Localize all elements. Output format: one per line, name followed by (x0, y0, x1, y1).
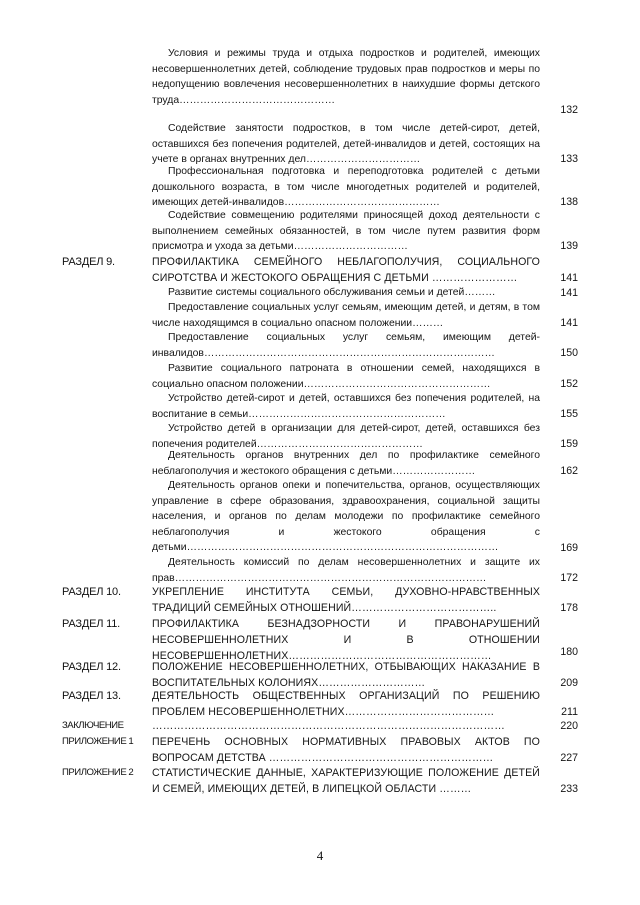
toc-entry-title: Развитие социального патроната в отношении семей, находящихся в социально опасном положении……………………………………………… (152, 363, 540, 390)
toc-section-title: ДЕЯТЕЛЬНОСТЬ ОБЩЕСТВЕННЫХ ОРГАНИЗАЦИЙ ПО РЕШЕНИЮ ПРОБЛЕМ НЕСОВЕРШЕННОЛЕТНИХ…………………………………… (152, 690, 540, 718)
toc-section-title: ПЕРЕЧЕНЬ ОСНОВНЫХ НОРМАТИВНЫХ ПРАВОВЫХ АКТОВ ПО ВОПРОСАМ ДЕТСТВА ……………………………………………………… (152, 736, 540, 764)
toc-entry-page: 141 (560, 272, 578, 284)
toc-entry-page: 139 (560, 240, 578, 252)
toc-section-label: ЗАКЛЮЧЕНИЕ (62, 720, 124, 731)
toc-entry-page: 209 (560, 677, 578, 689)
toc-entry-page: 162 (560, 465, 578, 477)
toc-entry-page: 152 (560, 378, 578, 390)
toc-entry-page: 180 (560, 646, 578, 658)
toc-entry-page: 178 (560, 602, 578, 614)
toc-entry-page: 155 (560, 408, 578, 420)
toc-entry-title: Содействие совмещению родителями приносящей доход деятельности с выполнением семейных обязанностей, в том числе путем развития форм присмотра и ухода за детьми…………………………… (152, 210, 540, 253)
toc-entry-page: 133 (560, 153, 578, 165)
toc-entry-title: Устройство детей-сирот и детей, оставшихся без попечения родителей, на воспитание в семьи………………………………………………… (152, 393, 540, 420)
toc-entry-page: 138 (560, 196, 578, 208)
toc-entry-page: 211 (561, 706, 578, 718)
toc-entry-title: Деятельность органов внутренних дел по профилактике семейного неблагополучия и жестокого обращения с детьми…………………… (152, 450, 540, 477)
toc-entry-page: 150 (560, 347, 578, 359)
toc-section-title: УКРЕПЛЕНИЕ ИНСТИТУТА СЕМЬИ, ДУХОВНО-НРАВСТВЕННЫХ ТРАДИЦИЙ СЕМЕЙНЫХ ОТНОШЕНИЙ………………………………….. (152, 586, 540, 614)
toc-section-label: РАЗДЕЛ 12. (62, 661, 121, 673)
toc-entry-title: Предоставление социальных услуг семьям, имеющим детей, и детям, в том числе находящимся в социально опасном положении……… (152, 302, 540, 329)
toc-entry-title: Содействие занятости подростков, в том числе детей-сирот, детей, оставшихся без попечения родителей, детей-инвалидов и детей, состоящих на учете в органах внутренних дел…………………………… (152, 123, 540, 166)
toc-entry-title: Деятельность органов опеки и попечительства, органов, осуществляющих управление в сфере образования, здравоохранения, социальной защиты населения, и органов по делам молодежи по профилактике семейного неблагополучия и жестокого обращения с детьми……………………………………………………………………………… (152, 480, 540, 554)
toc-entry-title: Деятельность комиссий по делам несовершеннолетних и защите их прав……………………………………………………………………………… (152, 557, 540, 584)
toc-entry-page: 132 (560, 104, 578, 116)
toc-section-title: ПОЛОЖЕНИЕ НЕСОВЕРШЕННОЛЕТНИХ, ОТБЫВАЮЩИХ НАКАЗАНИЕ В ВОСПИТАТЕЛЬНЫХ КОЛОНИЯХ………………………… (152, 661, 540, 689)
toc-entry-title: Условия и режимы труда и отдыха подростков и родителей, имеющих несовершеннолетних детей, соблюдение трудовых прав подростков и меры по недопущению вовлечения несовершеннолетних в наихудшие формы детского труда……………………………………… (152, 48, 540, 106)
toc-entry-title: Устройство детей в организации для детей-сирот, детей, оставшихся без попечения родителей………………………………………… (152, 423, 540, 450)
toc-section-label: ПРИЛОЖЕНИЕ 1 (62, 736, 134, 747)
toc-section-title: ПРОФИЛАКТИКА СЕМЕЙНОГО НЕБЛАГОПОЛУЧИЯ, СОЦИАЛЬНОГО СИРОТСТВА И ЖЕСТОКОГО ОБРАЩЕНИЯ С ДЕТЬМИ …………………… (152, 256, 540, 284)
toc-section-label: РАЗДЕЛ 11. (62, 618, 120, 630)
toc-entry-page: 159 (560, 438, 578, 450)
toc-entry-page: 220 (560, 720, 578, 732)
toc-entry-title: Предоставление социальных услуг семьям, имеющим детей-инвалидов………………………………………………………………………… (152, 332, 540, 359)
toc-entry-title: Развитие системы социального обслуживания семьи и детей……… (168, 287, 496, 298)
page-number: 4 (316, 848, 324, 863)
toc-entry-page: 141 (560, 317, 578, 329)
toc-entry-title: Профессиональная подготовка и переподготовка родителей с детьми дошкольного возраста, в том числе многодетных родителей и родителей, имеющих детей-инвалидов……………………………………… (152, 166, 540, 209)
toc-entry-page: 233 (560, 783, 578, 795)
toc-section-label: РАЗДЕЛ 9. (62, 256, 115, 268)
toc-entry-page: 172 (560, 572, 578, 584)
toc-entry-page: 141 (560, 287, 578, 299)
toc-entry-page: 169 (560, 542, 578, 554)
toc-entry-page: 227 (560, 752, 578, 764)
toc-section-label: ПРИЛОЖЕНИЕ 2 (62, 767, 134, 778)
toc-section-label: РАЗДЕЛ 13. (62, 690, 121, 702)
toc-section-title: ……………………………………………………………………………………… (152, 720, 505, 732)
toc-section-label: РАЗДЕЛ 10. (62, 586, 121, 598)
toc-section-title: СТАТИСТИЧЕСКИЕ ДАННЫЕ, ХАРАКТЕРИЗУЮЩИЕ ПОЛОЖЕНИЕ ДЕТЕЙ И СЕМЕЙ, ИМЕЮЩИХ ДЕТЕЙ, В ЛИПЕЦКОЙ ОБЛАСТИ ……… (152, 767, 540, 795)
toc-section-title: ПРОФИЛАКТИКА БЕЗНАДЗОРНОСТИ И ПРАВОНАРУШЕНИЙ НЕСОВЕРШЕННОЛЕТНИХ И В ОТНОШЕНИИ НЕСОВЕРШЕННОЛЕТНИХ………………………………………………… (152, 618, 540, 662)
